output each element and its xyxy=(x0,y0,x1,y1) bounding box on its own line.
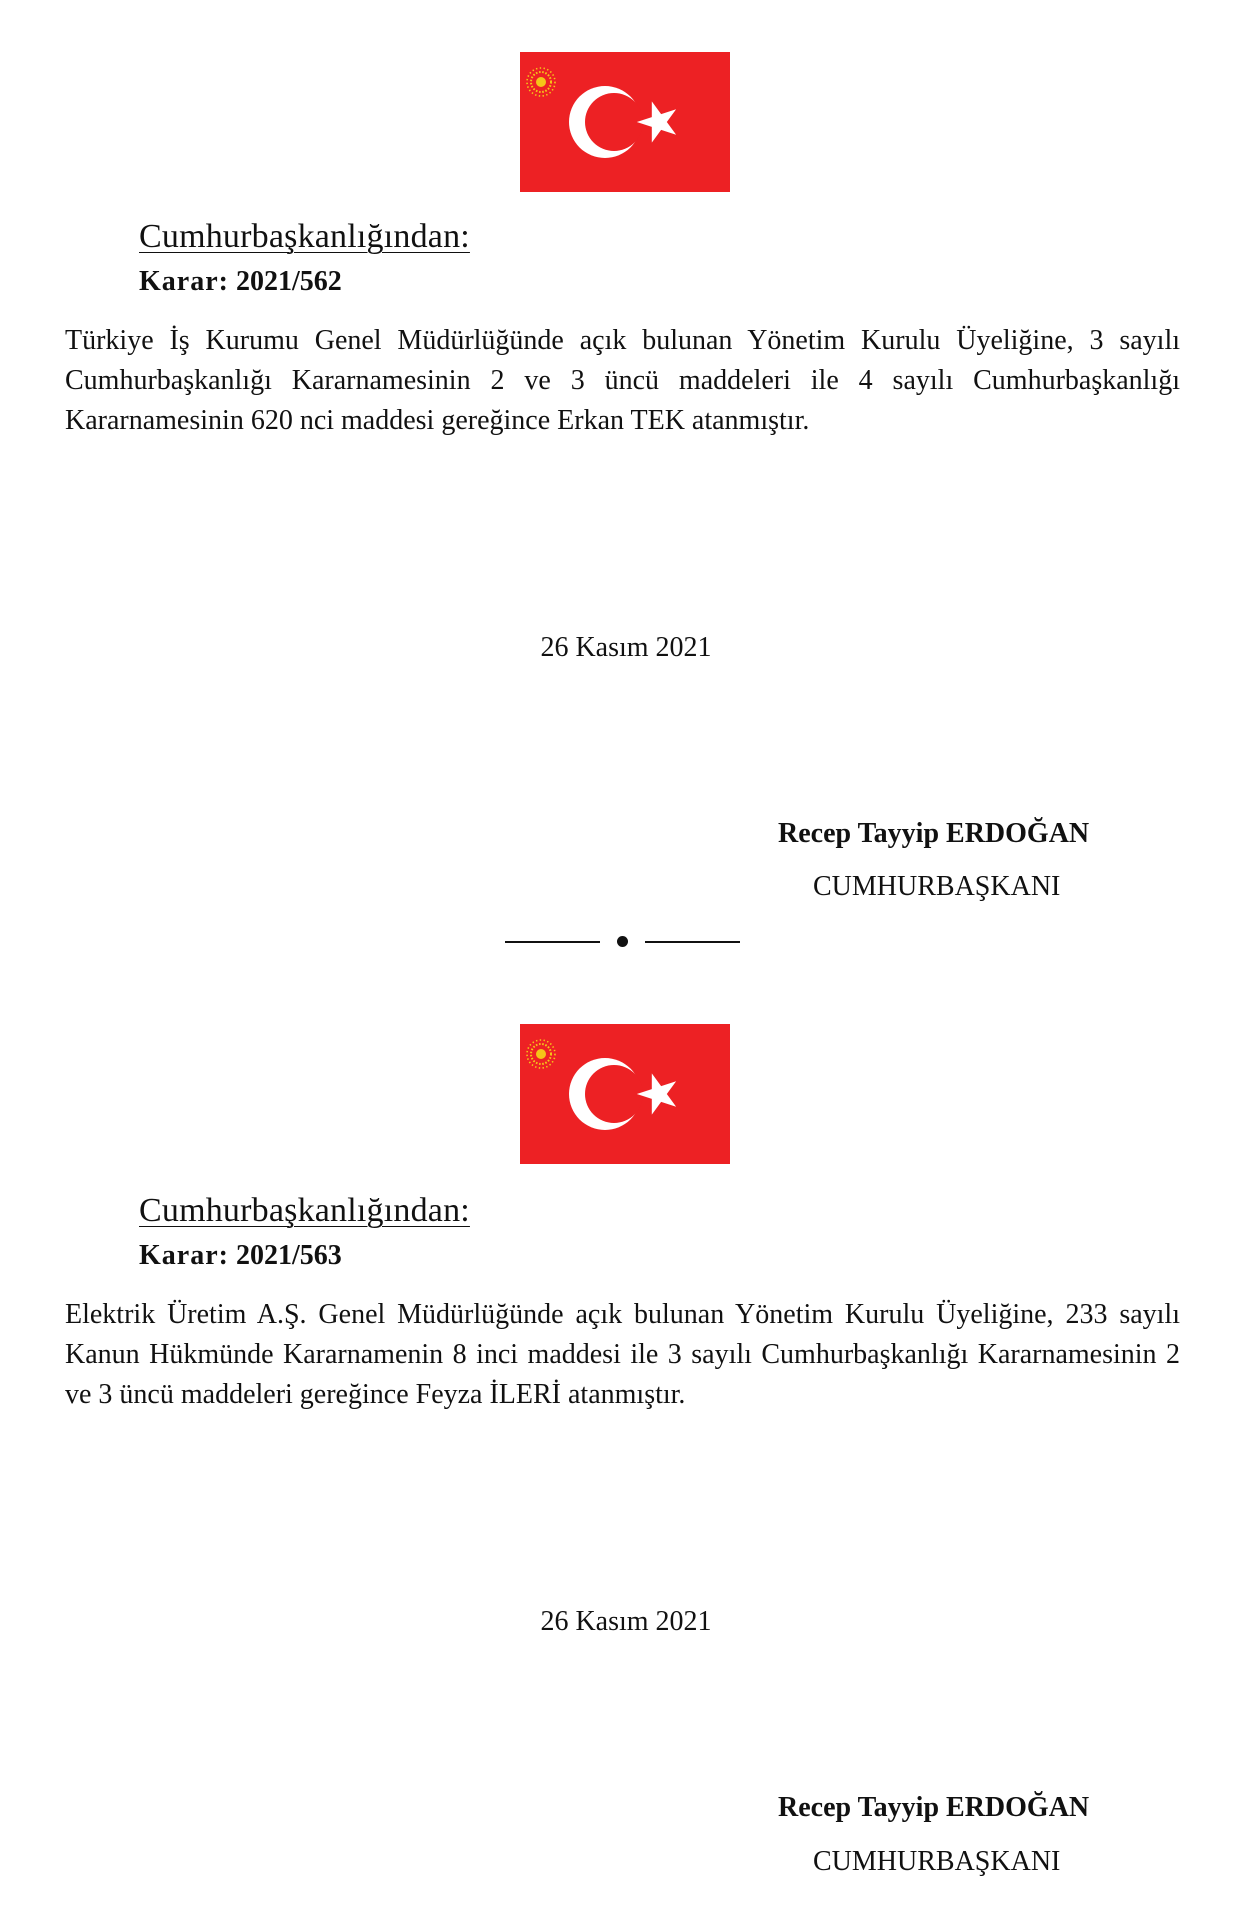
decision-number xyxy=(139,1240,342,1272)
signatory-title: CUMHURBAŞKANI xyxy=(813,1846,1061,1877)
authority-heading: Cumhurbaşkanlığından: xyxy=(139,1192,470,1229)
separator-line-right xyxy=(645,941,740,943)
decision-2021-563 xyxy=(0,970,1252,1920)
decision-number xyxy=(139,266,342,298)
presidential-flag-icon xyxy=(520,52,730,192)
decision-number-value: 2021/562 xyxy=(235,266,342,297)
separator-line-left xyxy=(505,941,600,943)
separator-dot xyxy=(617,936,628,947)
signatory-name: Recep Tayyip ERDOĞAN xyxy=(778,1792,1090,1823)
decision-date: 26 Kasım 2021 xyxy=(540,1606,712,1637)
decision-number-value: 2021/563 xyxy=(235,1240,342,1271)
decision-number-label: Karar: xyxy=(139,1240,229,1271)
decision-number-label: Karar: xyxy=(139,266,229,297)
decision-text: Elektrik Üretim A.Ş. Genel Müdürlüğünde açık bulunan Yönetim Kurulu Üyeliğine, 233 sayılı Kanun Hükmünde Kararnamenin 8 inci maddesi ile 3 sayılı Cumhurbaşkanlığı Kararnamesinin 2 ve 3 üncü maddeleri gereğince Feyza İLERİ atanmıştır. xyxy=(65,1299,1180,1410)
authority-heading: Cumhurbaşkanlığından: xyxy=(139,218,470,255)
decision-2021-562 xyxy=(0,0,1252,920)
signatory-title: CUMHURBAŞKANI xyxy=(813,871,1061,902)
signatory-name: Recep Tayyip ERDOĞAN xyxy=(778,818,1090,849)
decision-text: Türkiye İş Kurumu Genel Müdürlüğünde açık bulunan Yönetim Kurulu Üyeliğine, 3 sayılı Cumhurbaşkanlığı Kararnamesinin 2 ve 3 üncü maddeleri ile 4 sayılı Cumhurbaşkanlığı Kararnamesinin 620 nci maddesi gereğince Erkan TEK atanmıştır. xyxy=(65,325,1180,436)
decision-date: 26 Kasım 2021 xyxy=(540,632,712,663)
bullet-separator-icon xyxy=(505,933,745,949)
presidential-flag-icon xyxy=(520,1024,730,1164)
